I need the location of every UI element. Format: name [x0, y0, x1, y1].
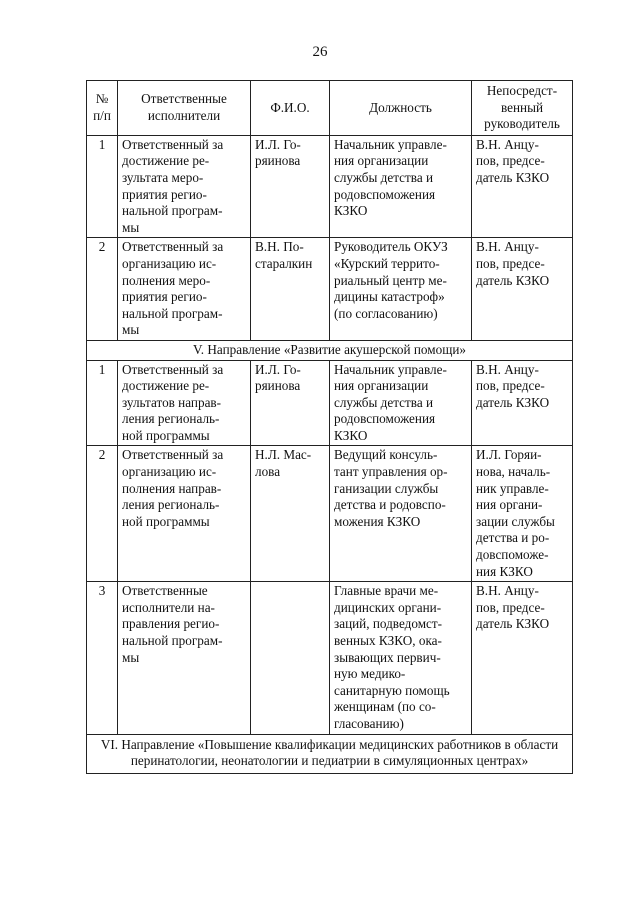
row-position: Ведущий консуль- тант управления ор- ганизации службы детства и родовспо- можения КЗКО — [330, 446, 472, 582]
section-v-heading: V. Направление «Развитие акушерской помощи» — [87, 340, 573, 360]
row-position: Начальник управле- ния организации службы детства и родовспоможения КЗКО — [330, 135, 472, 238]
row-responsible: Ответственный за организацию ис- полнения меро- приятия регио- нальной програм- мы — [118, 238, 251, 341]
row-position: Начальник управле- ния организации службы детства и родовспоможения КЗКО — [330, 360, 472, 446]
table-row — [87, 446, 573, 582]
row-position: Главные врачи ме- дицинских органи- заций, подведомст- венных КЗКО, ока- зывающих первич- ную медико- санитарную помощь женщинам (по со- гласованию) — [330, 582, 472, 734]
row-fio: Н.Л. Мас- лова — [251, 446, 330, 582]
row-fio: И.Л. Го- ряинова — [251, 360, 330, 446]
table-row — [87, 238, 573, 341]
section-vi-heading: VI. Направление «Повышение квалификации медицинских работников в области перинатологии, неонатологии и педиатрии в симуляционных центрах» — [87, 734, 573, 773]
header-position: Должность — [330, 81, 472, 136]
responsibility-table — [86, 80, 573, 774]
row-supervisor: И.Л. Горяи- нова, началь- ник управле- ния органи- зации службы детства и ро- довспоможе- ния КЗКО — [472, 446, 573, 582]
row-supervisor: В.Н. Анцу- пов, предсе- датель КЗКО — [472, 360, 573, 446]
table-row — [87, 360, 573, 446]
table-row — [87, 582, 573, 734]
header-fio: Ф.И.О. — [251, 81, 330, 136]
row-num: 1 — [87, 360, 118, 446]
row-fio: И.Л. Го- ряинова — [251, 135, 330, 238]
row-supervisor: В.Н. Анцу- пов, предсе- датель КЗКО — [472, 135, 573, 238]
header-num: № п/п — [87, 81, 118, 136]
row-responsible: Ответственный за достижение ре- зультата меро- приятия регио- нальной програм- мы — [118, 135, 251, 238]
row-fio — [251, 582, 330, 734]
row-responsible: Ответственный за организацию ис- полнения направ- ления региональ- ной программы — [118, 446, 251, 582]
row-supervisor: В.Н. Анцу- пов, предсе- датель КЗКО — [472, 582, 573, 734]
page-number: 26 — [312, 44, 328, 60]
row-supervisor: В.Н. Анцу- пов, предсе- датель КЗКО — [472, 238, 573, 341]
row-responsible: Ответственные исполнители на- правления регио- нальной програм- мы — [118, 582, 251, 734]
section-heading-row — [87, 340, 573, 360]
row-num: 2 — [87, 238, 118, 341]
header-responsible: Ответственные исполнители — [118, 81, 251, 136]
row-fio: В.Н. По- старалкин — [251, 238, 330, 341]
row-responsible: Ответственный за достижение ре- зультатов направ- ления региональ- ной программы — [118, 360, 251, 446]
section-heading-row — [87, 734, 573, 773]
table-row — [87, 135, 573, 238]
row-position: Руководитель ОКУЗ «Курский террито- риальный центр ме- дицины катастроф» (по согласованию) — [330, 238, 472, 341]
header-supervisor: Непосредст- венный руководитель — [472, 81, 573, 136]
row-num: 1 — [87, 135, 118, 238]
table-header-row — [87, 81, 573, 136]
row-num: 3 — [87, 582, 118, 734]
row-num: 2 — [87, 446, 118, 582]
